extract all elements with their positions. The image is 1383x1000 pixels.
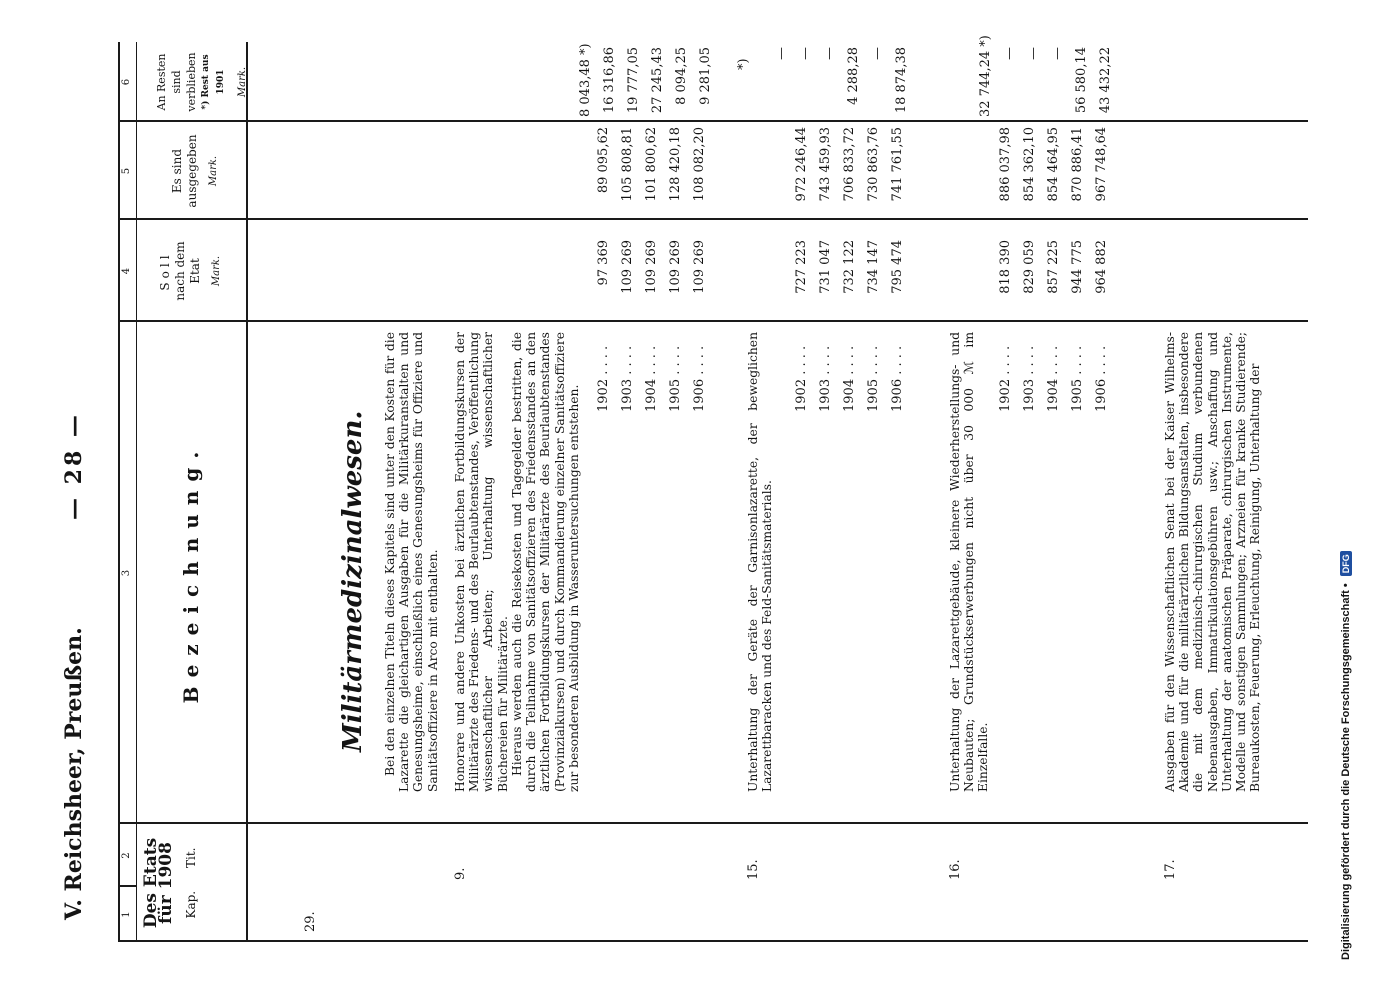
titel-16-rest: 56 580,14 <box>1074 47 1089 114</box>
titel-16-year: 1904 . . . . <box>1046 345 1061 412</box>
titel-9-text: Honorare und andere Unkosten bei ärztlichen Fortbildungskursen der Militärärzte des Friedens- und des Beurlaubtenstandes, Veröffentlichung wissenschaftlicher Arbeiten; Unterhaltung wissenschaftlicher Büchereien für Militärärzte. <box>453 332 510 792</box>
section-intro: Bei den einzelnen Titeln dieses Kapitels sind unter den Kosten für die Lazarette die gleichartigen Ausgaben für die Militärkuranstalten und Genesungsheime, einschließlich eines Genesungsheims für Offiziere und Sanitätsoffiziere in Arco mit enthalten. <box>383 332 440 792</box>
col4-number: 4 <box>121 267 132 275</box>
titel-16-soll: 818 390 <box>998 240 1013 294</box>
running-header <box>55 40 95 1000</box>
titel-16-ausgegeben: 967 748,64 <box>1094 127 1109 202</box>
titel-15-footnote-mark: *) <box>736 58 751 70</box>
kap-label: Kap. <box>184 890 198 919</box>
titel-16-soll: 829 059 <box>1022 240 1037 294</box>
table-top-rule <box>118 42 120 942</box>
ausgegeben-header: Es sind ausgegeben Mark. <box>170 134 219 208</box>
table-left-rule <box>118 940 1308 942</box>
titel-9-rest: 19 777,05 <box>626 47 641 114</box>
titel-16-rest: 43 432,22 <box>1098 47 1113 114</box>
titel-16-ausgegeben: 886 037,98 <box>998 127 1013 202</box>
colnum-rule <box>136 42 137 942</box>
titel-15-year: 1904 . . . . <box>842 345 857 412</box>
titel-16-text: Unterhaltung der Lazarettgebäude, kleinere Wiederherstellungs- und Neubauten; Grundstückserwerbungen nicht über 30 000 ℳ im Einzelfalle. <box>948 332 991 792</box>
col3-number: 3 <box>121 569 132 577</box>
kapitel-number: 29. <box>303 911 318 932</box>
col6-number: 6 <box>121 78 132 86</box>
titel-9-ausgegeben: 105 808,81 <box>620 127 635 202</box>
titel-16-soll: 944 775 <box>1070 240 1085 294</box>
titel-15-soll: 795 474 <box>890 240 905 294</box>
titel-15-number: 15. <box>746 859 761 880</box>
col1-number: 1 <box>121 911 132 918</box>
titel-16-rest: — <box>1026 47 1041 60</box>
titel-9-year: 1906 . . . . <box>692 345 707 412</box>
titel-15-rest: — <box>774 47 789 60</box>
titel-9-year: 1904 . . . . <box>644 345 659 412</box>
titel-16-year: 1906 . . . . <box>1094 345 1109 412</box>
titel-15-rest: 18 874,38 <box>894 47 909 114</box>
titel-16-year: 1903 . . . . <box>1022 345 1037 412</box>
titel-9-rest: 9 281,05 <box>698 47 713 105</box>
titel-9-soll: 109 269 <box>644 240 659 294</box>
page-number: — 28 — <box>61 412 87 520</box>
section-title: Militärmedizinalwesen. <box>338 410 368 752</box>
tit-label: Tit. <box>184 847 198 868</box>
titel-9-ausgegeben: 128 420,18 <box>668 127 683 202</box>
titel-9-soll: 109 269 <box>668 240 683 294</box>
titel-9-rest: 27 245,43 <box>650 47 665 114</box>
titel-9-soll: 97 369 <box>596 240 611 286</box>
col5-6-rule <box>118 120 1308 122</box>
titel-9-ausgegeben: 108 082,20 <box>692 127 707 202</box>
titel-9-year: 1902 . . . . <box>596 345 611 412</box>
titel-16-ausgegeben: 854 362,10 <box>1022 127 1037 202</box>
titel-15-soll: 732 122 <box>842 240 857 294</box>
titel-15-rest: — <box>870 47 885 60</box>
titel-16-rest: — <box>1050 47 1065 60</box>
col2-number: 2 <box>121 852 132 859</box>
credit-text: Digitalisierung gefördert durch die Deutsche Forschungsgemeinschaft • <box>1340 583 1352 960</box>
header-bottom-rule <box>246 42 248 942</box>
titel-15-rest: — <box>822 47 837 60</box>
titel-9-year: 1903 . . . . <box>620 345 635 412</box>
titel-15-ausgegeben: 741 761,55 <box>890 127 905 202</box>
titel-16-year: 1905 . . . . <box>1070 345 1085 412</box>
titel-16-soll: 964 882 <box>1094 240 1109 294</box>
titel-9-ausgegeben: 101 800,62 <box>644 127 659 202</box>
titel-9-ausgegeben: 89 095,62 <box>596 127 611 194</box>
titel-15-year: 1903 . . . . <box>818 345 833 412</box>
running-title: V. Reichsheer, Preußen. <box>61 627 87 920</box>
titel-16-ausgegeben: 870 886,41 <box>1070 127 1085 202</box>
titel-15-rest: — <box>798 47 813 60</box>
titel-9-number: 9. <box>453 867 468 880</box>
titel-9-rest: 8 094,25 <box>674 47 689 105</box>
bezeichnung-header: Bezeichnung. <box>179 442 203 704</box>
reste-header: An Resten sind verblieben *) Rest aus 1901 Mark. <box>155 52 248 112</box>
budget-table <box>118 35 1308 942</box>
titel-15-soll: 727 223 <box>794 240 809 294</box>
titel-15-ausgegeben: 706 833,72 <box>842 127 857 202</box>
titel-15-ausgegeben: 743 459,93 <box>818 127 833 202</box>
dfg-logo: DFG <box>1340 551 1352 576</box>
titel-15-soll: 731 047 <box>818 240 833 294</box>
titel-9-subtext: Hieraus werden auch die Reisekosten und Tagegelder bestritten, die durch die Teilnahme von Sanitätsoffizieren des Friedensstandes an den ärztlichen Fortbildungskursen der Militärärzte des Beurlaubtenstandes (Provinzialkursen) und durch Kommandierung einzelner Sanitätsoffiziere zur besonderen Ausbildung in Wasseruntersuchungen entstehen. <box>510 332 581 792</box>
titel-17-text: Ausgaben für den Wissenschaftlichen Senat bei der Kaiser Wilhelms-Akademie und für die militärärztlichen Bildungsanstalten, insbesondere die mit dem medizinisch-chirurgischen Studium verbundenen Nebenausgaben, Immatrikulationsgebühren usw.; Anschaffung und Unterhaltung der anatomischen Präparate, chirurgischen Instrumente, Modelle und sonstigen Sammlungen; Arzneien für kranke Studierende; Bureaukosten, Feuerung, Erleuchtung, Reinigung, Unterhaltung der <box>1163 332 1263 792</box>
titel-15-year: 1906 . . . . <box>890 345 905 412</box>
titel-16-rest: — <box>1002 47 1017 60</box>
titel-9-rest: 8 043,48 *) <box>578 43 593 117</box>
titel-15-soll: 734 147 <box>866 240 881 294</box>
col2-3-rule <box>118 822 1308 824</box>
titel-15-year: 1905 . . . . <box>866 345 881 412</box>
titel-16-year: 1902 . . . . <box>998 345 1013 412</box>
titel-9-rest: 16 316,86 <box>602 47 617 114</box>
titel-15-ausgegeben: 972 246,44 <box>794 127 809 202</box>
titel-16-number: 16. <box>948 859 963 880</box>
titel-15-year: 1902 . . . . <box>794 345 809 412</box>
titel-16-ausgegeben: 854 464,95 <box>1046 127 1061 202</box>
titel-17-number: 17. <box>1163 859 1178 880</box>
titel-16-soll: 857 225 <box>1046 240 1061 294</box>
titel-9-soll: 109 269 <box>692 240 707 294</box>
titel-16-rest: 32 744,24 *) <box>978 35 993 117</box>
col5-number: 5 <box>121 167 132 175</box>
titel-15-ausgegeben: 730 863,76 <box>866 127 881 202</box>
col4-5-rule <box>118 218 1308 220</box>
col3-4-rule <box>118 320 1308 322</box>
titel-9-soll: 109 269 <box>620 240 635 294</box>
soll-header: Soll nach dem Etat Mark. <box>158 241 222 301</box>
digitization-credit <box>1340 20 1352 960</box>
titel-9-year: 1905 . . . . <box>668 345 683 412</box>
etat-header: Des Etats für 1908 Kap. Tit. <box>141 837 198 929</box>
titel-15-rest: 4 288,28 <box>846 47 861 105</box>
titel-15-text: Unterhaltung der Geräte der Garnisonlazarette, der beweglichen Lazarettbaracken und des Feld-Sanitätsmaterials. <box>746 332 775 792</box>
